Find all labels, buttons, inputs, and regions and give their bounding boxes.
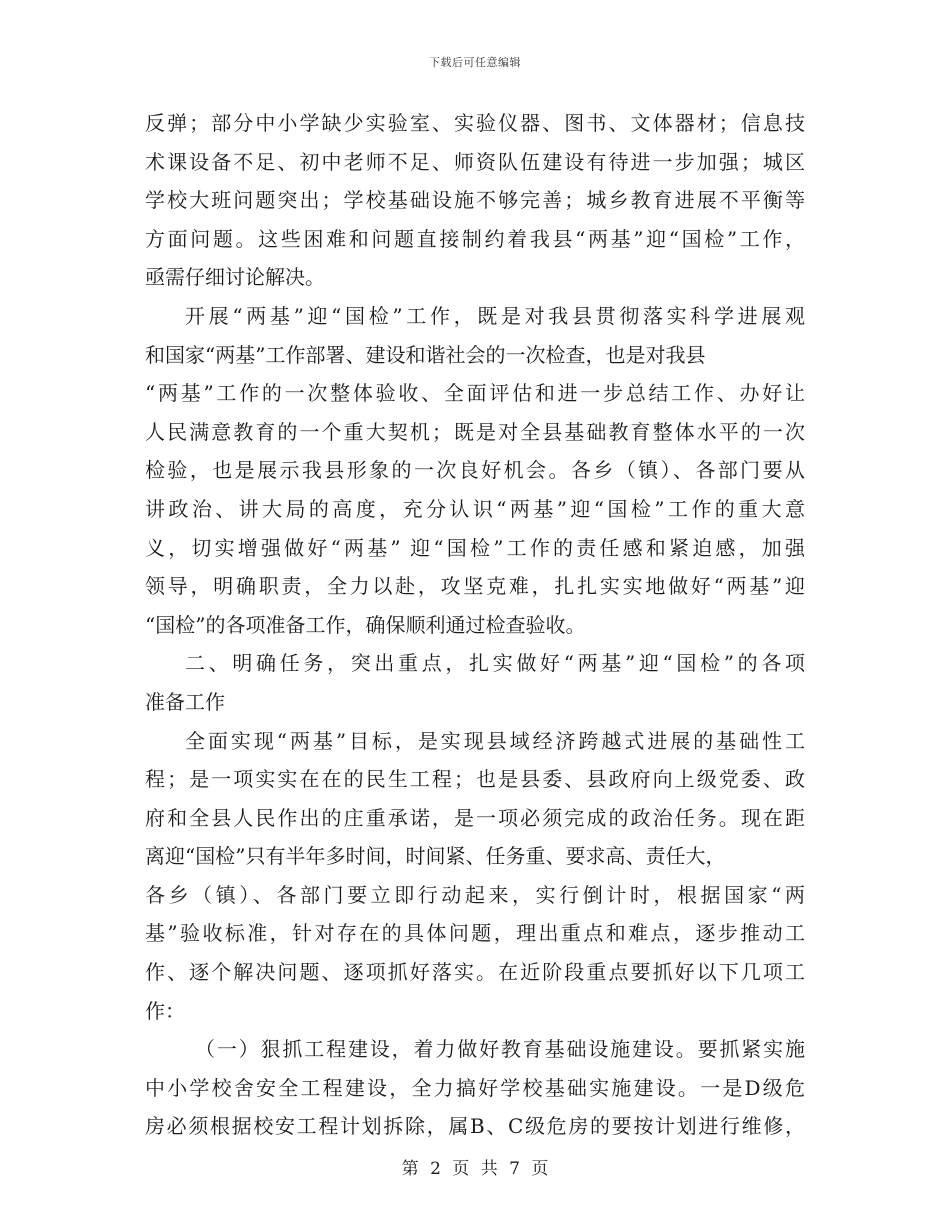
text-line: 程；是一项实实在在的民生工程；也是县委、县政府向上级党委、政 bbox=[145, 767, 805, 792]
text-line: （一）狠抓工程建设，着力做好教育基础设施建设。要抓紧实施 bbox=[195, 1037, 805, 1062]
text-line: 检验，也是展示我县形象的一次良好机会。各乡（镇）、各部门要从 bbox=[145, 458, 805, 483]
page-footer: 第 2 页 共 7 页 bbox=[401, 1159, 549, 1179]
text-line: 术课设备不足、初中老师不足、师资队伍建设有待进一步加强；城区 bbox=[145, 149, 805, 174]
text-line: 二、明确任务，突出重点，扎实做好“两基”迎“国检”的各项 bbox=[185, 651, 805, 676]
text-line: 作、逐个解决问题、逐项抓好落实。在近阶段重点要抓好以下几项工 bbox=[145, 960, 805, 985]
text-line: 讲政治、讲大局的高度，充分认识“两基”迎“国检”工作的重大意 bbox=[145, 496, 805, 521]
text-line: 亟需仔细讨论解决。 bbox=[145, 265, 325, 290]
text-line: 方面问题。这些困难和问题直接制约着我县“两基”迎“国检”工作， bbox=[145, 226, 805, 251]
text-line: 准备工作 bbox=[145, 689, 225, 714]
text-line: 人民满意教育的一个重大契机；既是对全县基础教育整体水平的一次 bbox=[145, 419, 805, 444]
text-line: 各乡（镇）、各部门要立即行动起来，实行倒计时，根据国家“两 bbox=[145, 882, 805, 907]
text-line: 基”验收标准，针对存在的具体问题，理出重点和难点，逐步推动工 bbox=[145, 921, 805, 946]
text-line: “国检”的各项准备工作，确保顺利通过检查验收。 bbox=[145, 612, 586, 637]
text-line: 义，切实增强做好“两基” 迎“国检”工作的责任感和紧迫感，加强 bbox=[145, 535, 805, 560]
text-line: 离迎“国检”只有半年多时间，时间紧、任务重、要求高、责任大， bbox=[145, 844, 726, 869]
text-line: 府和全县人民作出的庄重承诺，是一项必须完成的政治任务。现在距 bbox=[145, 805, 805, 830]
document-body bbox=[145, 104, 805, 1146]
text-line: 全面实现“两基”目标，是实现县域经济跨越式进展的基础性工 bbox=[185, 728, 805, 753]
text-line: 和国家“两基”工作部署、建设和谐社会的一次检查，也是对我县 bbox=[145, 342, 706, 367]
text-line: 作： bbox=[145, 998, 185, 1023]
text-line: 领导，明确职责，全力以赴，攻坚克难，扎扎实实地做好“两基”迎 bbox=[145, 574, 805, 599]
text-line: 学校大班问题突出；学校基础设施不够完善；城乡教育进展不平衡等 bbox=[145, 188, 805, 213]
text-line: 中小学校舍安全工程建设，全力搞好学校基础实施建设。一是D级危 bbox=[145, 1075, 805, 1100]
text-line: 房必须根据校安工程计划拆除，属B、C级危房的要按计划进行维修， bbox=[145, 1114, 805, 1139]
page-header: 下载后可任意编辑 bbox=[429, 56, 521, 69]
text-line: 开展“两基”迎“国检”工作，既是对我县贯彻落实科学进展观 bbox=[185, 303, 805, 328]
text-line: 反弹；部分中小学缺少实验室、实验仪器、图书、文体器材；信息技 bbox=[145, 111, 805, 135]
text-line: “两基”工作的一次整体验收、全面评估和进一步总结工作、办好让 bbox=[145, 381, 805, 406]
